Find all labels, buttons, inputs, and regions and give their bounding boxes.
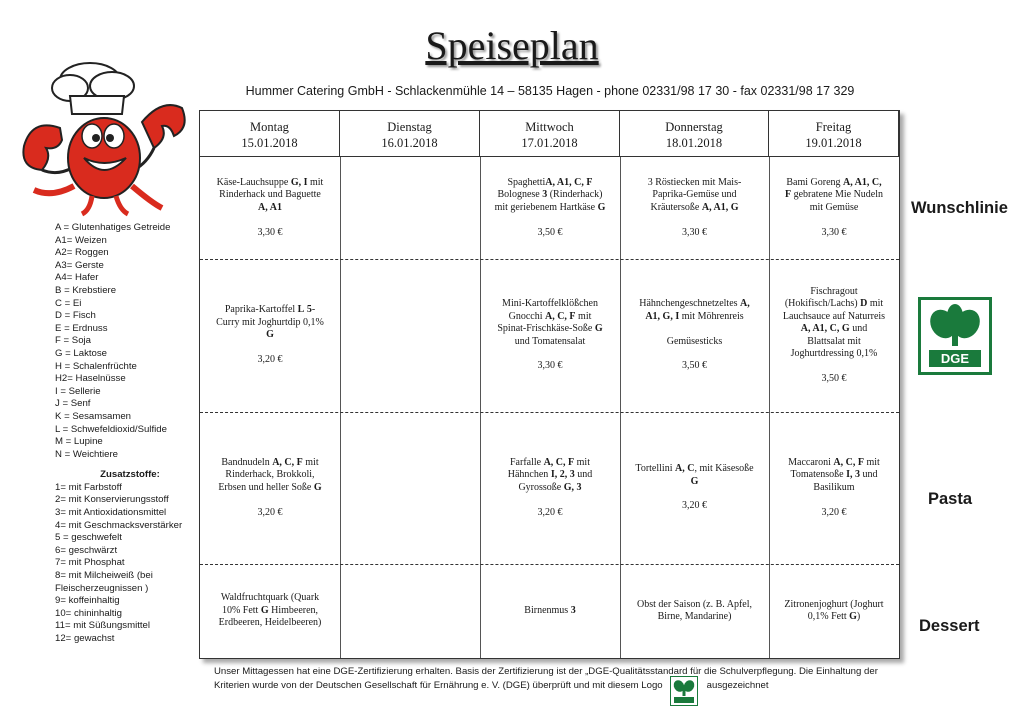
additive-item: 3= mit Antioxidationsmittel xyxy=(55,507,167,519)
day-name: Dienstag xyxy=(387,120,432,134)
menu-table xyxy=(199,110,900,659)
menu-item-text: Bami Goreng A, A1, C, F gebratene Mie Nudeln mit Gemüse 3,30 € xyxy=(784,176,884,238)
menu-cell xyxy=(200,412,340,564)
allergen-item: H = Schalenfrüchte xyxy=(55,360,137,372)
dge-plant-icon xyxy=(921,300,989,372)
additive-item: Fleischerzeugnissen ) xyxy=(55,582,149,594)
menu-item-text: Mini-Kartoffelklößchen Gnocchi A, C, F mit Spinat-Frischkäse-Soße G und Tomatensalat 3,30 € xyxy=(497,298,603,372)
menu-cell xyxy=(620,157,769,259)
day-name: Montag xyxy=(250,120,289,134)
day-header xyxy=(340,111,480,157)
lobster-chef-mascot-icon xyxy=(12,58,192,218)
menu-item-text: Käse-Lauchsuppe G, I mit Rinderhack und Baguette A, A1 3,30 € xyxy=(216,176,324,238)
menu-cell xyxy=(769,412,899,564)
allergen-legend xyxy=(55,222,205,646)
additive-item: 1= mit Farbstoff xyxy=(55,481,122,493)
allergen-item: N = Weichtiere xyxy=(55,448,119,460)
day-date: 16.01.2018 xyxy=(381,136,438,150)
menu-cell xyxy=(200,157,340,259)
additive-item: 6= geschwärzt xyxy=(55,544,118,556)
label-pasta: Pasta xyxy=(928,490,973,508)
day-header xyxy=(200,111,340,157)
day-name: Freitag xyxy=(815,120,852,134)
allergen-item: J = Senf xyxy=(55,398,91,410)
menu-item-text: Hähnchengeschnetzeltes A, A1, G, I mit Möhrenreis Gemüsesticks 3,50 € xyxy=(639,298,750,372)
menu-item-text: SpaghettiA, A1, C, F Bolognese 3 (Rinderhack) mit geriebenem Hartkäse G 3,50 € xyxy=(494,176,606,238)
allergen-item: A2= Roggen xyxy=(55,247,109,259)
day-header xyxy=(620,111,769,157)
additive-item: 9= koffeinhaltig xyxy=(55,595,120,607)
day-header xyxy=(480,111,620,157)
dge-logo-text: DGE xyxy=(940,351,970,366)
allergen-list xyxy=(55,222,205,461)
menu-cell xyxy=(769,259,899,412)
menu-cell xyxy=(480,564,620,658)
menu-cell xyxy=(620,412,769,564)
menu-item-text: Maccaroni A, C, F mit Tomatensoße I, 3 und Basilikum 3,20 € xyxy=(788,456,880,518)
menu-item-text: Obst der Saison (z. B. Apfel, Birne, Mandarine) xyxy=(637,598,752,622)
day-name: Donnerstag xyxy=(665,120,723,134)
additive-item: 11= mit Süßungsmittel xyxy=(55,620,151,632)
additives-title: Zusatzstoffe: xyxy=(100,469,160,481)
allergen-item: K = Sesamsamen xyxy=(55,410,131,422)
menu-cell xyxy=(620,259,769,412)
day-header xyxy=(769,111,899,157)
menu-item-text: Birnenmus 3 xyxy=(524,604,576,616)
menu-cell xyxy=(340,412,480,564)
allergen-item: I = Sellerie xyxy=(55,385,101,397)
footer-text xyxy=(214,665,904,693)
allergen-item: F = Soja xyxy=(55,335,91,347)
day-name: Mittwoch xyxy=(525,120,574,134)
label-wunschlinie: Wunschlinie xyxy=(911,199,1008,217)
day-date: 18.01.2018 xyxy=(665,136,723,150)
allergen-item: A1= Weizen xyxy=(55,234,107,246)
allergen-item: H2= Haselnüsse xyxy=(55,373,126,385)
company-info: Hummer Catering GmbH - Schlackenmühle 14 – 58135 Hagen - phone 02331/98 17 30 - fax 02331/98 17 329 xyxy=(245,84,855,98)
menu-item-text: Bandnudeln A, C, F mit Rinderhack, Brokkoli, Erbsen und heller Soße G 3,20 € xyxy=(218,456,322,518)
allergen-item: B = Krebstiere xyxy=(55,284,117,296)
footer-line-2a: Kriterien wurde von der Deutschen Gesellschaft für Ernährung e. V. (DGE) überprüft und mit diesem Logo xyxy=(214,680,663,691)
menu-cell xyxy=(340,157,480,259)
allergen-item: C = Ei xyxy=(55,297,82,309)
additive-item: 8= mit Milcheiweiß (bei xyxy=(55,570,153,582)
day-date: 19.01.2018 xyxy=(805,136,862,150)
additive-list xyxy=(55,482,205,646)
menu-cell xyxy=(340,259,480,412)
allergen-item: A = Glutenhatiges Getreide xyxy=(55,222,171,233)
footer-line-1: Unser Mittagessen hat eine DGE-Zertifizierung erhalten. Basis der Zertifizierung ist der „DGE-Qualitätsstandard für die Schulverpflegung. Die Einhaltung der xyxy=(214,666,878,677)
menu-cell xyxy=(340,564,480,658)
menu-cell xyxy=(480,157,620,259)
additive-item: 12= gewachst xyxy=(55,633,115,644)
additive-item: 10= chininhaltig xyxy=(55,607,122,619)
allergen-item: D = Fisch xyxy=(55,310,96,322)
allergen-item: A4= Hafer xyxy=(55,272,99,284)
allergen-item: E = Erdnuss xyxy=(55,322,108,334)
menu-item-text: Paprika-Kartoffel L 5- Curry mit Joghurtdip 0,1% G 3,20 € xyxy=(216,304,324,366)
allergen-item: G = Laktose xyxy=(55,347,107,359)
allergen-item: L = Schwefeldioxid/Sulfide xyxy=(55,423,167,435)
additive-item: 5 = geschwefelt xyxy=(55,532,122,544)
menu-item-text: Waldfruchtquark (Quark 10% Fett G Himbeeren, Erdbeeren, Heidelbeeren) xyxy=(218,592,322,629)
label-dessert: Dessert xyxy=(919,617,980,635)
menu-cell xyxy=(480,412,620,564)
menu-item-text: Tortellini A, C, mit Käsesoße G 3,20 € xyxy=(635,463,754,512)
additive-item: 7= mit Phosphat xyxy=(55,557,125,569)
footer-line-2b: ausgezeichnet xyxy=(706,680,769,691)
menu-cell xyxy=(200,564,340,658)
menu-item-text: 3 Röstiecken mit Mais- Paprika-Gemüse und Kräutersoße A, A1, G 3,30 € xyxy=(647,176,742,238)
menu-cell xyxy=(769,157,899,259)
allergen-item: A3= Gerste xyxy=(55,259,104,271)
menu-cell xyxy=(200,259,340,412)
menu-item-text: Zitronenjoghurt (Joghurt 0,1% Fett G) xyxy=(784,598,884,622)
allergen-item: M = Lupine xyxy=(55,436,103,448)
day-date: 15.01.2018 xyxy=(241,136,298,150)
additive-item: 2= mit Konservierungsstoff xyxy=(55,494,169,506)
menu-cell xyxy=(480,259,620,412)
menu-cell xyxy=(769,564,899,658)
page-title: Speiseplan xyxy=(425,23,599,68)
menu-item-text: Fischragout (Hokifisch/Lachs) D mit Lauchsauce auf Naturreis A, A1, C, G und Blattsalat mit Joghurtdressing 0,1% 3,50 € xyxy=(782,285,886,384)
menu-cell xyxy=(620,564,769,658)
dge-logo xyxy=(918,297,992,375)
menu-item-text: Farfalle A, C, F mit Hähnchen I, 2, 3 und Gyrossoße G, 3 3,20 € xyxy=(507,456,593,518)
additive-item: 4= mit Geschmacksverstärker xyxy=(55,519,183,531)
dge-small-logo-icon xyxy=(670,676,698,706)
day-date: 17.01.2018 xyxy=(521,136,578,150)
